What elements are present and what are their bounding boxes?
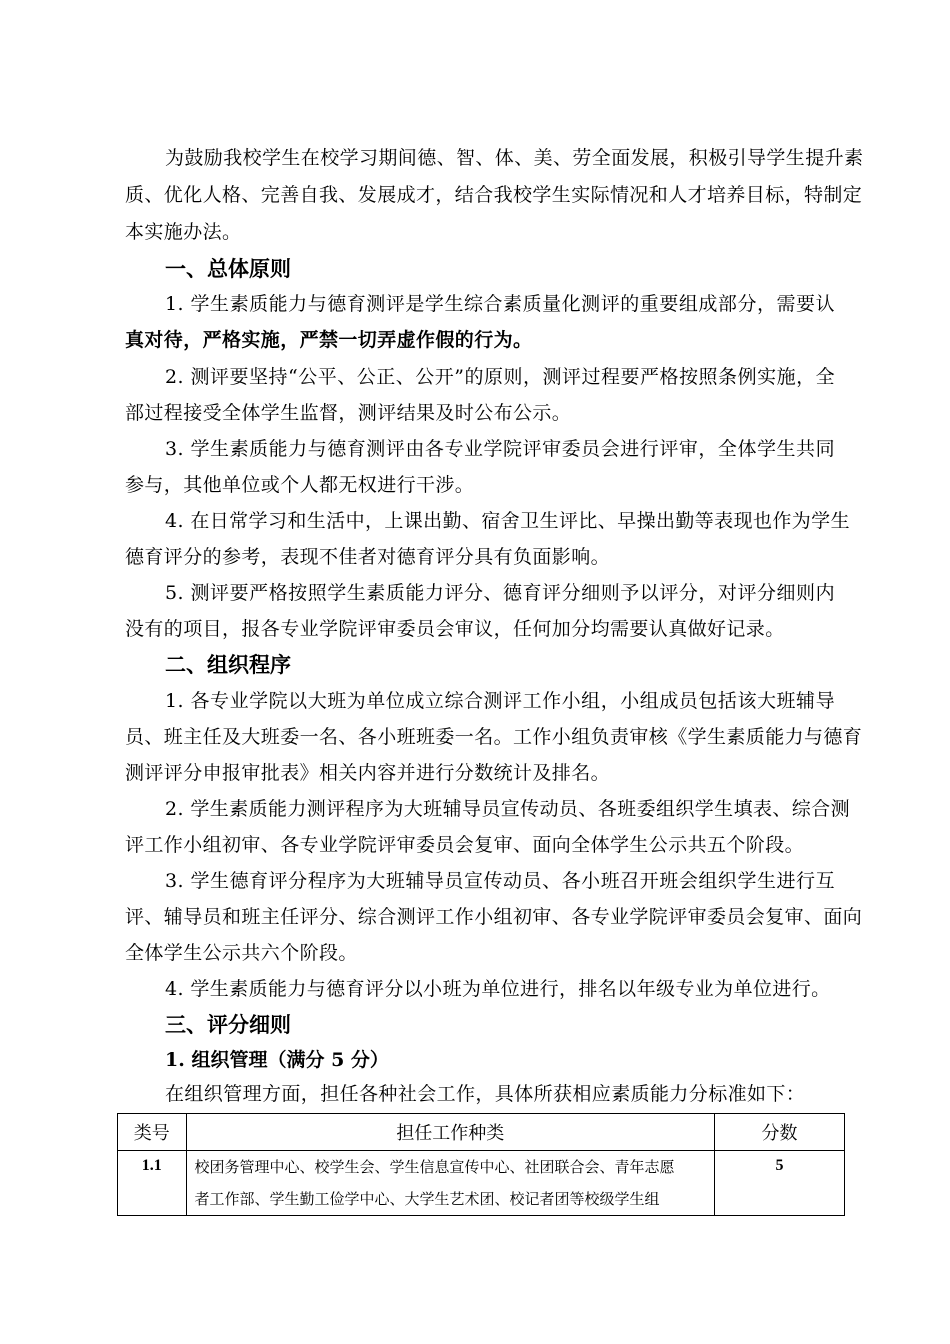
header-id: 类号 — [118, 1114, 187, 1151]
score-table — [117, 1113, 845, 1216]
s1-item1-line1: 1. 学生素质能力与德育测评是学生综合素质量化测评的重要组成部分，需要认 — [165, 293, 835, 315]
s2-item1-line1: 1. 各专业学院以大班为单位成立综合测评工作小组，小组成员包括该大班辅导 — [165, 690, 835, 712]
s1-item4-line2: 德育评分的参考，表现不佳者对德育评分具有负面影响。 — [125, 546, 611, 568]
s2-item2-line2: 评工作小组初审、各专业学院评审委员会复审、面向全体学生公示共五个阶段。 — [125, 834, 805, 856]
s2-item3-line1: 3. 学生德育评分程序为大班辅导员宣传动员、各小班召开班会组织学生进行互 — [165, 870, 835, 892]
intro-line-1: 为鼓励我校学生在校学习期间德、智、体、美、劳全面发展，积极引导学生提升素 — [165, 147, 864, 169]
intro-line-3: 本实施办法。 — [125, 221, 242, 243]
s2-item3-line2: 评、辅导员和班主任评分、综合测评工作小组初审、各专业学院评审委员会复审、面向 — [125, 906, 863, 928]
table-row — [118, 1151, 845, 1216]
subsection-description: 在组织管理方面，担任各种社会工作，具体所获相应素质能力分标准如下： — [165, 1083, 806, 1105]
table-header-row — [118, 1114, 845, 1151]
s2-item4-line1: 4. 学生素质能力与德育评分以小班为单位进行，排名以年级专业为单位进行。 — [165, 978, 831, 1000]
s1-item3-line2: 参与，其他单位或个人都无权进行干涉。 — [125, 474, 475, 496]
s2-item3-line3: 全体学生公示共六个阶段。 — [125, 942, 358, 964]
header-score: 分数 — [715, 1114, 845, 1151]
s2-item1-line2: 员、班主任及大班委一名、各小班班委一名。工作小组负责审核《学生素质能力与德育 — [125, 726, 863, 748]
s2-item2-line1: 2. 学生素质能力测评程序为大班辅导员宣传动员、各班委组织学生填表、综合测 — [165, 798, 850, 820]
row-work-type-line-2: 者工作部、学生勤工俭学中心、大学生艺术团、校记者团等校级学生组 — [194, 1190, 660, 1208]
s1-item2-line1: 2. 测评要坚持“公平、公正、公开”的原则，测评过程要严格按照条例实施，全 — [165, 366, 835, 388]
s1-item4-line1: 4. 在日常学习和生活中，上课出勤、宿舍卫生评比、早操出勤等表现也作为学生 — [165, 510, 850, 532]
row-id: 1.1 — [118, 1151, 187, 1216]
header-work-type: 担任工作种类 — [186, 1114, 715, 1151]
s1-item2-line2: 部过程接受全体学生监督，测评结果及时公布公示。 — [125, 402, 572, 424]
s1-item5-line1: 5. 测评要严格按照学生素质能力评分、德育评分细则予以评分，对评分细则内 — [165, 582, 835, 604]
subsection-heading-1: 1. 组织管理（满分 5 分） — [165, 1049, 389, 1071]
section-heading-2: 二、组织程序 — [165, 652, 291, 677]
row-work-type-line-1: 校团务管理中心、校学生会、学生信息宣传中心、社团联合会、青年志愿 — [194, 1158, 675, 1176]
s1-item3-line1: 3. 学生素质能力与德育测评由各专业学院评审委员会进行评审，全体学生共同 — [165, 438, 835, 460]
row-work-type — [186, 1151, 715, 1216]
s2-item1-line3: 测评评分申报审批表》相关内容并进行分数统计及排名。 — [125, 762, 611, 784]
s1-item5-line2: 没有的项目，报各专业学院评审委员会审议，任何加分均需要认真做好记录。 — [125, 618, 785, 640]
section-heading-1: 一、总体原则 — [165, 256, 291, 281]
section-heading-3: 三、评分细则 — [165, 1012, 291, 1037]
s1-item1-line2: 真对待，严格实施，严禁一切弄虚作假的行为。 — [125, 329, 533, 351]
intro-line-2: 质、优化人格、完善自我、发展成才，结合我校学生实际情况和人才培养目标，特制定 — [125, 184, 863, 206]
row-score: 5 — [715, 1151, 845, 1216]
